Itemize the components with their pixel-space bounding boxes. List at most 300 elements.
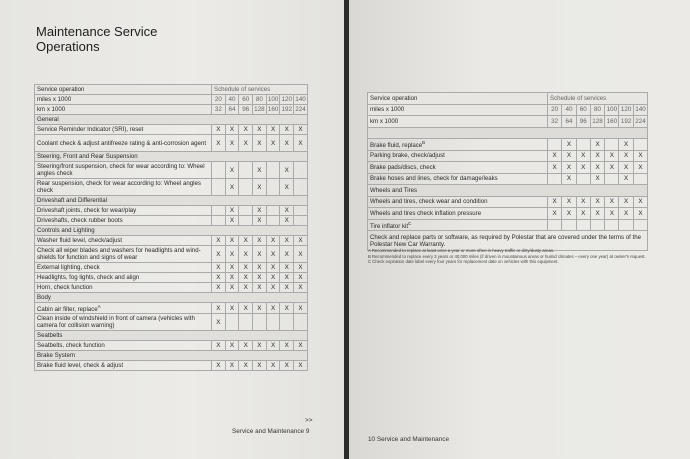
service-operation-name: Seatbelts, check function bbox=[37, 342, 105, 350]
schedule-mark: X bbox=[225, 162, 239, 179]
schedule-mark: X bbox=[225, 216, 239, 226]
schedule-mark: X bbox=[239, 125, 253, 135]
schedule-mark: X bbox=[253, 162, 267, 179]
schedule-mark: X bbox=[266, 246, 280, 263]
service-item-row bbox=[35, 273, 308, 283]
section-heading: Brake System bbox=[35, 351, 308, 361]
schedule-mark: X bbox=[239, 263, 253, 273]
service-operation-name: Headlights, fog lights, check and align bbox=[37, 274, 140, 281]
schedule-mark: X bbox=[212, 341, 226, 351]
schedule-mark: X bbox=[253, 179, 267, 196]
schedule-mark: X bbox=[212, 273, 226, 283]
schedule-mark bbox=[239, 206, 253, 216]
schedule-mark: X bbox=[562, 150, 576, 162]
schedule-mark bbox=[562, 219, 576, 231]
schedule-mark bbox=[239, 179, 253, 196]
schedule-mark: X bbox=[253, 303, 267, 314]
schedule-mark: X bbox=[590, 196, 604, 208]
schedule-mark: X bbox=[562, 196, 576, 208]
km-row-value: 192 bbox=[281, 106, 293, 113]
schedule-mark: X bbox=[280, 216, 294, 226]
miles-row-value: 20 bbox=[548, 104, 562, 116]
miles-row bbox=[35, 95, 308, 105]
schedule-mark: X bbox=[294, 341, 308, 351]
schedule-mark: X bbox=[266, 361, 280, 371]
schedule-mark: X bbox=[294, 263, 308, 273]
km-row-value: 128 bbox=[590, 116, 604, 128]
schedule-mark: X bbox=[280, 246, 294, 263]
schedule-mark: X bbox=[266, 263, 280, 273]
service-item-row bbox=[368, 150, 648, 162]
footer-title: Service and Maintenance bbox=[376, 436, 450, 443]
schedule-mark: X bbox=[266, 283, 280, 293]
service-operation-name: Clean inside of windshield in front of camera (vehicles with camera for collision warning) bbox=[37, 315, 195, 330]
schedule-mark: X bbox=[294, 125, 308, 135]
service-item-row bbox=[35, 125, 308, 135]
page-number: 9 bbox=[305, 428, 310, 435]
schedule-mark bbox=[266, 179, 280, 196]
schedule-mark: X bbox=[266, 125, 280, 135]
service-operation-cell bbox=[35, 216, 212, 226]
service-operation-cell bbox=[35, 246, 212, 263]
schedule-mark bbox=[212, 162, 226, 179]
km-row-label: km x 1000 bbox=[368, 116, 548, 128]
service-operation-name: Brake fluid, replace bbox=[370, 142, 423, 150]
schedule-mark: X bbox=[633, 162, 647, 174]
schedule-mark: X bbox=[212, 236, 226, 246]
miles-row-value: 80 bbox=[590, 104, 604, 116]
service-item-row bbox=[35, 263, 308, 273]
schedule-mark: X bbox=[225, 179, 239, 196]
schedule-mark: X bbox=[280, 303, 294, 314]
schedule-mark: X bbox=[253, 125, 267, 135]
service-operation-cell bbox=[35, 283, 212, 293]
schedule-mark bbox=[633, 173, 647, 185]
schedule-mark: X bbox=[239, 341, 253, 351]
schedule-mark: X bbox=[294, 361, 308, 371]
service-operation-name: Wheels and tires check inflation pressure bbox=[370, 209, 482, 217]
service-operation-cell bbox=[35, 162, 212, 179]
footnote-line: B Recommended to replace every 3 years or 40,000 miles (if driven in mountainous areas or humid climates – every one year) at owner's request. bbox=[368, 253, 646, 259]
miles-row-value: 60 bbox=[239, 95, 253, 105]
schedule-mark bbox=[294, 162, 308, 179]
section-row bbox=[35, 331, 308, 341]
schedule-mark: X bbox=[225, 263, 239, 273]
footer-title: Service and Maintenance bbox=[232, 428, 305, 435]
km-row-value: 32 bbox=[548, 116, 562, 128]
schedule-mark: X bbox=[212, 314, 226, 331]
schedule-mark: X bbox=[253, 361, 267, 371]
service-operation-cell bbox=[35, 303, 212, 314]
service-operation-cell bbox=[368, 139, 548, 151]
service-operation-name: Parking brake, check/adjust bbox=[370, 152, 445, 160]
schedule-mark: X bbox=[619, 139, 633, 151]
service-operation-name: Cabin air filter, replace bbox=[37, 306, 98, 314]
schedule-mark bbox=[548, 173, 562, 185]
miles-row-label: miles x 1000 bbox=[35, 95, 212, 105]
service-operation-name: Steering/front suspension, check for wear according to: Wheel angles check bbox=[37, 163, 205, 177]
km-row bbox=[35, 105, 308, 115]
schedule-mark bbox=[605, 139, 619, 151]
section-heading: Wheels and Tires bbox=[368, 185, 648, 197]
section-heading: Steering, Front and Rear Suspension bbox=[35, 152, 308, 162]
schedule-mark bbox=[633, 139, 647, 151]
service-item-row bbox=[35, 216, 308, 226]
next-page-arrow: >> bbox=[305, 417, 313, 424]
footnotes bbox=[368, 248, 648, 265]
schedule-mark: X bbox=[590, 150, 604, 162]
footnote-line: A Recommended to replace at least once a year or more often in heavy traffic or dirty/dusty areas. bbox=[368, 248, 555, 253]
schedule-mark: X bbox=[280, 125, 294, 135]
km-row-value: 32 bbox=[212, 105, 226, 115]
schedule-mark bbox=[266, 216, 280, 226]
schedule-mark: X bbox=[590, 173, 604, 185]
schedule-mark: X bbox=[562, 208, 576, 220]
header-row bbox=[368, 93, 648, 105]
schedule-mark bbox=[590, 219, 604, 231]
column-header-schedule: Schedule of services bbox=[212, 85, 308, 95]
schedule-mark bbox=[212, 179, 226, 196]
schedule-mark: X bbox=[266, 273, 280, 283]
miles-row-value: 40 bbox=[225, 95, 239, 105]
schedule-mark: X bbox=[253, 341, 267, 351]
schedule-mark: X bbox=[239, 236, 253, 246]
km-row-value: 160 bbox=[267, 106, 279, 113]
miles-row-value: 100 bbox=[605, 104, 619, 116]
service-schedule-table bbox=[34, 84, 308, 371]
service-operation-cell bbox=[35, 236, 212, 246]
schedule-mark: X bbox=[239, 246, 253, 263]
page-footer bbox=[368, 436, 449, 443]
miles-row-value: 60 bbox=[576, 104, 590, 116]
schedule-mark: X bbox=[548, 162, 562, 174]
section-heading: Driveshaft and Differential bbox=[35, 196, 308, 206]
footnote-marker: B bbox=[422, 140, 426, 146]
schedule-mark: X bbox=[239, 273, 253, 283]
service-item-row bbox=[35, 303, 308, 314]
service-item-row bbox=[35, 162, 308, 179]
schedule-mark bbox=[548, 219, 562, 231]
schedule-mark: X bbox=[619, 208, 633, 220]
service-item-row bbox=[368, 139, 648, 151]
schedule-mark bbox=[294, 206, 308, 216]
service-operation-name: Check all wiper blades and washers for headlights and wind-shields for function and signs of wear bbox=[37, 247, 201, 261]
miles-row-value: 120 bbox=[281, 96, 293, 103]
schedule-mark: X bbox=[294, 246, 308, 263]
page-title-line-1: Maintenance Service bbox=[36, 24, 158, 39]
schedule-mark: X bbox=[266, 341, 280, 351]
schedule-mark bbox=[266, 314, 280, 331]
miles-row-label: miles x 1000 bbox=[368, 104, 548, 116]
section-heading: Body bbox=[35, 293, 308, 303]
miles-row-value: 20 bbox=[212, 95, 226, 105]
schedule-mark bbox=[239, 216, 253, 226]
schedule-mark bbox=[212, 216, 226, 226]
schedule-mark: X bbox=[619, 162, 633, 174]
schedule-mark: X bbox=[590, 139, 604, 151]
footnote-line: C Check expiration date label every four years for replacement date on vehicles with this equipment. bbox=[368, 259, 559, 265]
schedule-mark: X bbox=[239, 135, 253, 152]
schedule-mark: X bbox=[225, 246, 239, 263]
schedule-mark bbox=[576, 173, 590, 185]
service-operation-cell bbox=[368, 162, 548, 174]
schedule-mark: X bbox=[225, 303, 239, 314]
km-row-value: 96 bbox=[576, 116, 590, 128]
section-heading: Seatbelts bbox=[35, 331, 308, 341]
km-row-value: 64 bbox=[562, 116, 576, 128]
schedule-mark: X bbox=[266, 135, 280, 152]
schedule-mark: X bbox=[576, 162, 590, 174]
km-row-value: 64 bbox=[225, 105, 239, 115]
section-row bbox=[35, 293, 308, 303]
schedule-mark bbox=[576, 219, 590, 231]
left-manual-page bbox=[0, 0, 344, 459]
schedule-mark: X bbox=[280, 179, 294, 196]
service-operation-name: External lighting, check bbox=[37, 264, 100, 271]
schedule-mark: X bbox=[225, 283, 239, 293]
service-operation-cell bbox=[35, 125, 212, 135]
schedule-mark: X bbox=[280, 162, 294, 179]
schedule-mark: X bbox=[548, 150, 562, 162]
schedule-mark: X bbox=[619, 150, 633, 162]
schedule-mark: X bbox=[590, 162, 604, 174]
service-operation-cell bbox=[35, 273, 212, 283]
schedule-mark: X bbox=[212, 361, 226, 371]
column-header-service-operation: Service operation bbox=[368, 93, 548, 105]
schedule-mark: X bbox=[294, 236, 308, 246]
schedule-mark: X bbox=[253, 236, 267, 246]
schedule-mark: X bbox=[294, 303, 308, 314]
schedule-mark: X bbox=[280, 283, 294, 293]
schedule-mark: X bbox=[576, 208, 590, 220]
miles-row-value: 120 bbox=[619, 104, 633, 116]
service-operation-name: Washer fluid level, check/adjust bbox=[37, 237, 123, 244]
schedule-mark: X bbox=[212, 263, 226, 273]
schedule-mark: X bbox=[633, 208, 647, 220]
km-row-value: 96 bbox=[239, 105, 253, 115]
service-operation-cell bbox=[35, 206, 212, 216]
km-row bbox=[368, 116, 648, 128]
schedule-mark: X bbox=[605, 162, 619, 174]
schedule-mark: X bbox=[266, 236, 280, 246]
schedule-mark: X bbox=[253, 206, 267, 216]
footnote-marker: C bbox=[408, 220, 412, 226]
miles-row-value: 100 bbox=[267, 96, 279, 103]
schedule-mark: X bbox=[225, 341, 239, 351]
service-operation-cell bbox=[35, 135, 212, 152]
schedule-mark: X bbox=[239, 303, 253, 314]
section-row bbox=[35, 152, 308, 162]
miles-row bbox=[368, 104, 648, 116]
schedule-mark: X bbox=[548, 196, 562, 208]
schedule-mark: X bbox=[253, 263, 267, 273]
schedule-mark bbox=[633, 219, 647, 231]
miles-row-value: 80 bbox=[253, 95, 267, 105]
schedule-mark bbox=[548, 139, 562, 151]
schedule-mark: X bbox=[253, 135, 267, 152]
service-item-row bbox=[35, 283, 308, 293]
schedule-mark bbox=[266, 206, 280, 216]
schedule-mark: X bbox=[605, 208, 619, 220]
schedule-mark: X bbox=[605, 196, 619, 208]
service-operation-name: Brake fluid level, check & adjust bbox=[37, 362, 124, 370]
schedule-mark: X bbox=[619, 196, 633, 208]
schedule-mark bbox=[619, 219, 633, 231]
km-row-label: km x 1000 bbox=[35, 105, 212, 115]
schedule-mark: X bbox=[294, 283, 308, 293]
service-operation-cell bbox=[368, 208, 548, 220]
service-operation-cell bbox=[35, 341, 212, 351]
schedule-mark: X bbox=[280, 361, 294, 371]
schedule-mark bbox=[294, 216, 308, 226]
service-operation-cell bbox=[35, 361, 212, 371]
km-row-value: 160 bbox=[605, 116, 619, 128]
schedule-mark: X bbox=[633, 150, 647, 162]
page-number: 10 bbox=[368, 436, 376, 443]
service-operation-name: Tire inflator kit bbox=[370, 222, 409, 230]
schedule-mark: X bbox=[212, 246, 226, 263]
miles-row-value: 140 bbox=[633, 104, 647, 116]
service-item-row bbox=[368, 196, 648, 208]
schedule-mark bbox=[294, 179, 308, 196]
service-operation-cell bbox=[35, 314, 212, 331]
service-operation-name: Service Reminder Indicator (SRI), reset bbox=[37, 126, 144, 133]
section-row bbox=[35, 196, 308, 206]
service-item-row bbox=[35, 341, 308, 351]
warranty-note: Check and replace parts or software, as required by Polestar that are covered under the terms of the Polestar New Car Warranty. bbox=[368, 231, 648, 251]
schedule-mark: X bbox=[212, 135, 226, 152]
schedule-mark bbox=[605, 219, 619, 231]
schedule-mark: X bbox=[562, 173, 576, 185]
service-item-row bbox=[368, 162, 648, 174]
km-row-value: 224 bbox=[633, 116, 647, 128]
service-item-row bbox=[35, 236, 308, 246]
service-operation-name: Wheels and tires, check wear and condition bbox=[370, 198, 488, 206]
schedule-mark: X bbox=[253, 246, 267, 263]
service-operation-cell bbox=[368, 196, 548, 208]
service-operation-cell bbox=[368, 219, 548, 231]
schedule-mark bbox=[225, 314, 239, 331]
service-operation-name: Brake pads/discs, check bbox=[370, 163, 436, 171]
service-operation-cell bbox=[368, 173, 548, 185]
schedule-mark: X bbox=[590, 208, 604, 220]
service-operation-cell bbox=[35, 263, 212, 273]
service-operation-name: Driveshaft joints, check for wear/play bbox=[37, 207, 137, 214]
schedule-mark: X bbox=[239, 361, 253, 371]
miles-row-value: 40 bbox=[562, 104, 576, 116]
section-heading: General bbox=[35, 115, 308, 125]
service-item-row bbox=[35, 206, 308, 216]
service-operation-name: Rear suspension, check for wear according to: Wheel angles check bbox=[37, 180, 201, 194]
schedule-mark: X bbox=[225, 206, 239, 216]
schedule-mark: X bbox=[212, 125, 226, 135]
service-item-row bbox=[35, 246, 308, 263]
schedule-mark: X bbox=[280, 206, 294, 216]
service-item-row bbox=[35, 135, 308, 152]
schedule-mark: X bbox=[576, 196, 590, 208]
schedule-mark: X bbox=[253, 216, 267, 226]
schedule-mark: X bbox=[562, 162, 576, 174]
column-header-schedule: Schedule of services bbox=[548, 93, 648, 105]
schedule-mark: X bbox=[294, 135, 308, 152]
schedule-mark: X bbox=[266, 303, 280, 314]
section-heading bbox=[368, 127, 648, 139]
schedule-mark: X bbox=[619, 173, 633, 185]
section-row bbox=[35, 115, 308, 125]
schedule-mark: X bbox=[280, 135, 294, 152]
schedule-mark bbox=[239, 162, 253, 179]
schedule-mark: X bbox=[633, 196, 647, 208]
schedule-mark: X bbox=[294, 273, 308, 283]
schedule-mark bbox=[266, 162, 280, 179]
miles-row-value: 140 bbox=[295, 96, 306, 103]
section-row bbox=[35, 351, 308, 361]
km-row-value: 224 bbox=[295, 106, 306, 113]
schedule-mark: X bbox=[212, 303, 226, 314]
service-item-row bbox=[368, 219, 648, 231]
schedule-mark bbox=[280, 314, 294, 331]
schedule-mark: X bbox=[280, 263, 294, 273]
km-row-value: 128 bbox=[254, 106, 265, 113]
service-operation-cell bbox=[368, 150, 548, 162]
service-item-row bbox=[368, 208, 648, 220]
service-item-row bbox=[35, 179, 308, 196]
schedule-mark: X bbox=[280, 236, 294, 246]
service-operation-name: Driveshafts, check rubber boots bbox=[37, 217, 123, 224]
schedule-mark: X bbox=[280, 273, 294, 283]
schedule-mark: X bbox=[253, 283, 267, 293]
header-row bbox=[35, 85, 308, 95]
schedule-mark: X bbox=[576, 150, 590, 162]
section-row bbox=[368, 127, 648, 139]
service-schedule-table-continued bbox=[367, 92, 648, 251]
schedule-mark bbox=[253, 314, 267, 331]
column-header-service-operation: Service operation bbox=[35, 85, 212, 95]
section-heading: Controls and Lighting bbox=[35, 226, 308, 236]
footnote-marker: A bbox=[97, 304, 101, 309]
schedule-mark: X bbox=[225, 273, 239, 283]
schedule-mark bbox=[212, 206, 226, 216]
page-title-line-2: Operations bbox=[36, 39, 100, 54]
page-title bbox=[36, 24, 157, 54]
service-operation-name: Brake hoses and lines, check for damage/leaks bbox=[370, 175, 498, 183]
km-row-value: 192 bbox=[619, 116, 633, 128]
schedule-mark: X bbox=[212, 283, 226, 293]
service-item-row bbox=[35, 361, 308, 371]
schedule-mark bbox=[605, 173, 619, 185]
page-footer bbox=[232, 428, 309, 435]
schedule-mark: X bbox=[562, 139, 576, 151]
service-item-row bbox=[368, 173, 648, 185]
schedule-mark: X bbox=[253, 273, 267, 283]
section-row bbox=[368, 185, 648, 197]
schedule-mark: X bbox=[225, 361, 239, 371]
service-operation-name: Horn, check function bbox=[37, 284, 93, 291]
schedule-mark: X bbox=[225, 125, 239, 135]
service-item-row bbox=[35, 314, 308, 331]
schedule-mark bbox=[576, 139, 590, 151]
schedule-mark bbox=[239, 314, 253, 331]
schedule-mark: X bbox=[280, 341, 294, 351]
schedule-mark: X bbox=[225, 236, 239, 246]
schedule-mark bbox=[294, 314, 308, 331]
schedule-mark: X bbox=[548, 208, 562, 220]
service-operation-cell bbox=[35, 179, 212, 196]
service-operation-name: Coolant check & adjust antifreeze rating & anti-corrosion agent bbox=[37, 139, 207, 147]
schedule-mark: X bbox=[225, 135, 239, 152]
schedule-mark: X bbox=[605, 150, 619, 162]
schedule-mark: X bbox=[239, 283, 253, 293]
